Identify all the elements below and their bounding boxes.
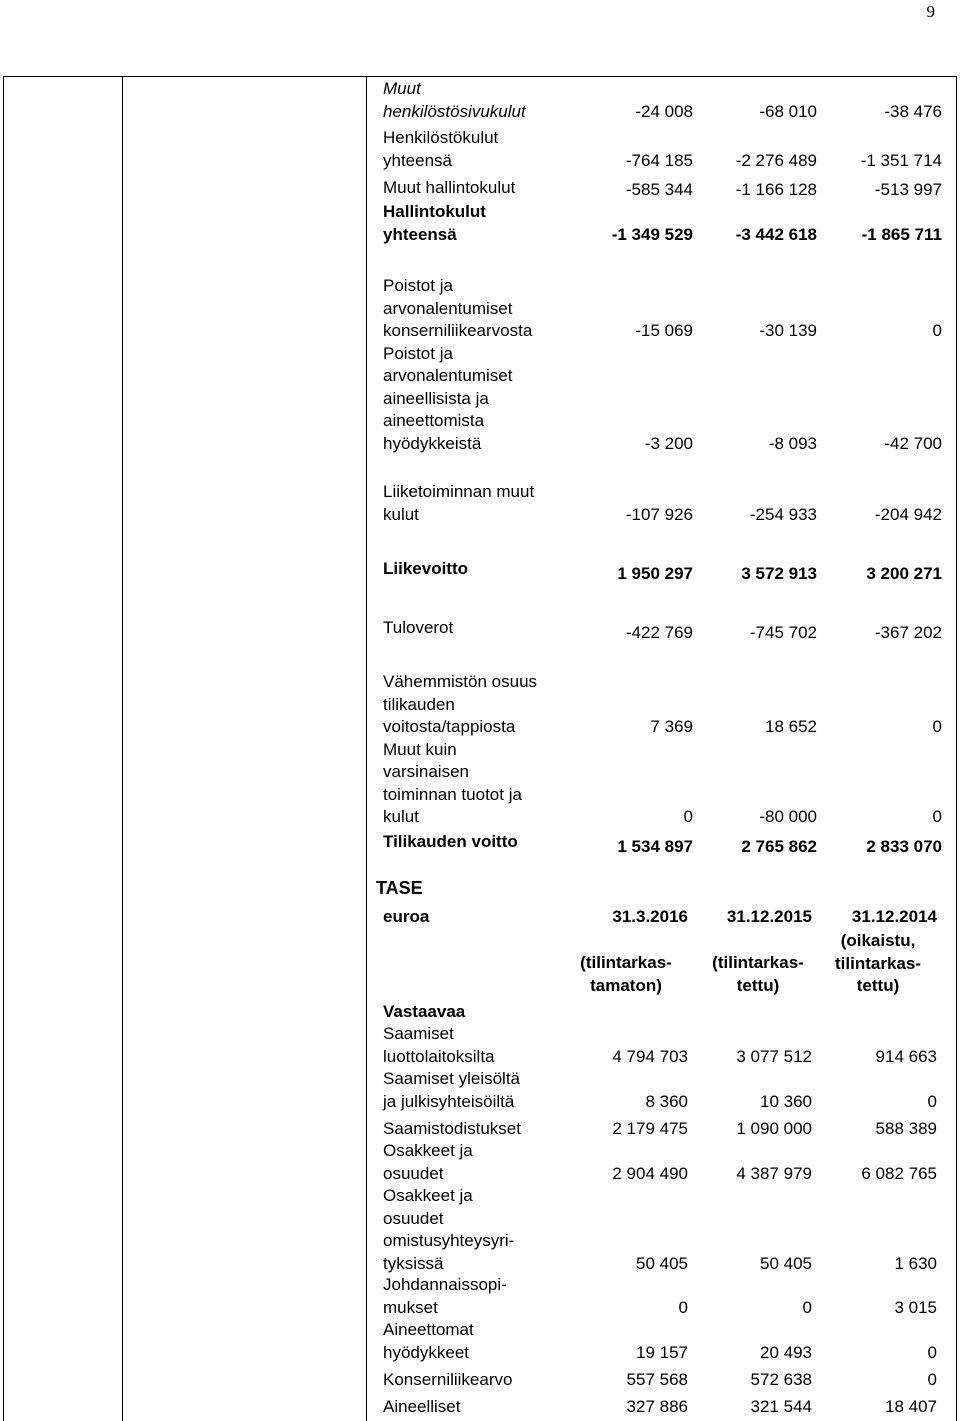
row-label-line: mukset (383, 1297, 438, 1317)
row-label-line: Poistot ja (383, 276, 453, 295)
date-header: 31.3.2016 (612, 907, 688, 926)
row-label (383, 617, 453, 640)
row-label (383, 1118, 521, 1141)
row-label-line: arvonalentumiset (383, 366, 513, 385)
row-label-line: Osakkeet ja (383, 1186, 473, 1205)
value-cell: -513 997 (874, 180, 942, 199)
value-cell: 0 (932, 321, 942, 340)
value-cell: -8 093 (768, 433, 817, 453)
value-cell: -30 139 (759, 321, 817, 340)
note-line: tilintarkas- (835, 953, 921, 973)
value-cell: -24 008 (635, 101, 693, 121)
value-cell: 0 (932, 807, 942, 826)
row-label-line: varsinaisen (383, 762, 469, 781)
column-divider (366, 76, 367, 1421)
value-cell: 327 886 (626, 1397, 688, 1416)
row-label-line: voitosta/tappiosta (383, 717, 516, 736)
row-label (383, 1023, 495, 1068)
row-label (383, 1274, 507, 1319)
value-cell: 8 360 (645, 1091, 688, 1111)
value-cell: 1 630 (894, 1253, 937, 1273)
value-cell: 3 015 (894, 1297, 937, 1317)
page-number: 9 (926, 2, 935, 21)
row-label-line: arvonalentumiset (383, 298, 513, 318)
row-label (383, 78, 526, 123)
column-divider (122, 76, 123, 1421)
row-label-line: aineellisista ja (383, 388, 489, 408)
row-label-line: Tilikauden voitto (383, 832, 518, 851)
row-label-line: Aineelliset (383, 1397, 461, 1416)
row-label (383, 1185, 514, 1275)
value-cell: 0 (927, 1091, 937, 1111)
value-cell: 50 405 (636, 1253, 688, 1273)
row-label (383, 558, 468, 581)
row-label (383, 201, 486, 246)
value-cell: 4 387 979 (736, 1163, 812, 1183)
row-label-line: Liikevoitto (383, 559, 469, 578)
row-label (383, 343, 512, 456)
row-label (383, 127, 498, 172)
value-cell: -1 166 128 (735, 180, 817, 199)
row-label-line: kulut (383, 504, 419, 524)
row-label-line: Henkilöstökulut (383, 128, 499, 147)
value-cell: -1 349 529 (611, 224, 693, 244)
row-label-line: Hallintokulut (383, 202, 486, 221)
row-label-line: Muut (383, 79, 421, 98)
row-label-line: Saamistodistukset (383, 1119, 521, 1138)
value-cell: -42 700 (884, 433, 942, 453)
row-label-line: Muut kuin (383, 739, 457, 759)
date-header: 31.12.2015 (726, 907, 812, 926)
row-label-line: aineettomista (383, 411, 485, 430)
row-label (383, 1396, 461, 1419)
value-cell: -585 344 (625, 180, 693, 199)
row-label (383, 1068, 520, 1113)
row-label-line: Muut hallintokulut (383, 178, 516, 197)
row-label-line: omistusyhteysyri- (383, 1231, 515, 1250)
value-cell: -3 200 (644, 433, 693, 453)
row-label (383, 275, 532, 343)
value-cell: -367 202 (874, 623, 942, 642)
audit-note (565, 952, 687, 997)
row-label-line: yhteensä (383, 150, 452, 170)
row-label (383, 671, 537, 739)
value-cell: 19 157 (636, 1342, 688, 1362)
value-cell: 0 (927, 1370, 937, 1389)
value-cell: -80 000 (759, 807, 817, 826)
row-label (383, 1319, 474, 1364)
row-label-line: konserniliikearvosta (383, 321, 533, 340)
row-label-line: Poistot ja (383, 343, 453, 363)
row-label-line: tyksissä (383, 1253, 444, 1273)
audit-note (822, 930, 934, 998)
value-cell: 3 200 271 (866, 564, 942, 583)
row-label (383, 1369, 512, 1392)
value-cell: 50 405 (760, 1253, 812, 1273)
note-line: tettu) (736, 975, 780, 995)
value-cell: 914 663 (875, 1046, 937, 1066)
value-cell: -1 351 714 (860, 150, 942, 170)
value-cell: 2 904 490 (612, 1163, 688, 1183)
row-label-line: Aineettomat (383, 1320, 474, 1339)
value-cell: 1 950 297 (617, 564, 693, 583)
row-label-line: Saamiset yleisöltä (383, 1069, 521, 1088)
value-cell: 2 765 862 (741, 837, 817, 856)
row-label-line: henkilöstösivukulut (383, 101, 526, 121)
value-cell: 7 369 (650, 717, 693, 736)
value-cell: -2 276 489 (735, 150, 817, 170)
value-cell: 4 794 703 (612, 1046, 688, 1066)
row-label (383, 739, 522, 829)
value-cell: 0 (683, 807, 693, 826)
row-label-line: kulut (383, 807, 419, 826)
value-cell: -204 942 (874, 504, 942, 524)
value-cell: 0 (932, 717, 942, 736)
value-cell: 321 544 (750, 1397, 812, 1416)
row-label-line: ja julkisyhteisöiltä (383, 1091, 515, 1111)
note-line: tettu) (856, 976, 900, 995)
date-header: 31.12.2014 (851, 907, 937, 926)
value-cell: -422 769 (625, 623, 693, 642)
row-label-line: Johdannaissopi- (383, 1275, 507, 1294)
value-cell: -764 185 (625, 150, 693, 170)
value-cell: 10 360 (760, 1091, 812, 1111)
row-label-line: osuudet (383, 1208, 444, 1228)
note-line: (oikaistu, (840, 931, 916, 950)
audit-note (694, 952, 822, 997)
row-label-line: Saamiset (383, 1024, 454, 1043)
value-cell: 0 (927, 1342, 937, 1362)
value-cell: 0 (678, 1297, 688, 1317)
value-cell: -3 442 618 (735, 224, 817, 244)
value-cell: 3 077 512 (736, 1046, 812, 1066)
row-label-line: toiminnan tuotot ja (383, 784, 522, 804)
value-cell: -107 926 (625, 504, 693, 524)
value-cell: 6 082 765 (861, 1163, 937, 1183)
note-line: tamaton) (590, 975, 662, 995)
value-cell: 1 534 897 (617, 837, 693, 856)
row-label (383, 831, 518, 854)
value-cell: 0 (802, 1297, 812, 1317)
value-cell: 18 652 (765, 717, 817, 736)
value-cell: 18 407 (885, 1397, 937, 1416)
row-label (383, 1140, 473, 1185)
value-cell: -254 933 (749, 504, 817, 524)
row-label-line: Osakkeet ja (383, 1141, 473, 1160)
row-label-line: Vähemmistön osuus (383, 672, 538, 691)
row-label-line: Konserniliikearvo (383, 1370, 513, 1389)
row-label-line: Liiketoiminnan muut (383, 482, 535, 501)
value-cell: 3 572 913 (741, 564, 817, 583)
row-label-line: luottolaitoksilta (383, 1046, 495, 1066)
tase-title: TASE (376, 878, 423, 898)
value-cell: 2 833 070 (866, 837, 942, 856)
note-line: (tilintarkas- (580, 953, 672, 972)
value-cell: 1 090 000 (736, 1119, 812, 1138)
value-cell: 20 493 (760, 1342, 812, 1362)
row-label-line: tilikauden (383, 694, 455, 714)
value-cell: -1 865 711 (861, 224, 942, 244)
value-cell: 572 638 (750, 1370, 812, 1389)
value-cell: 2 179 475 (612, 1119, 688, 1138)
note-line: (tilintarkas- (712, 953, 804, 972)
value-cell: -38 476 (884, 101, 942, 121)
value-cell: -745 702 (749, 623, 817, 642)
value-cell: -68 010 (759, 101, 817, 121)
row-label-line: hyödykkeet (383, 1342, 469, 1362)
row-label-line: yhteensä (383, 224, 457, 244)
row-label-line: osuudet (383, 1163, 444, 1183)
currency-label: euroa (383, 907, 430, 926)
row-label-line: Tuloverot (383, 618, 454, 637)
row-label (383, 481, 534, 526)
value-cell: 588 389 (875, 1119, 937, 1138)
value-cell: 557 568 (626, 1370, 688, 1389)
row-label-line: hyödykkeistä (383, 433, 482, 453)
section-label: Vastaavaa (383, 1002, 466, 1021)
row-label (383, 177, 515, 200)
value-cell: -15 069 (635, 321, 693, 340)
